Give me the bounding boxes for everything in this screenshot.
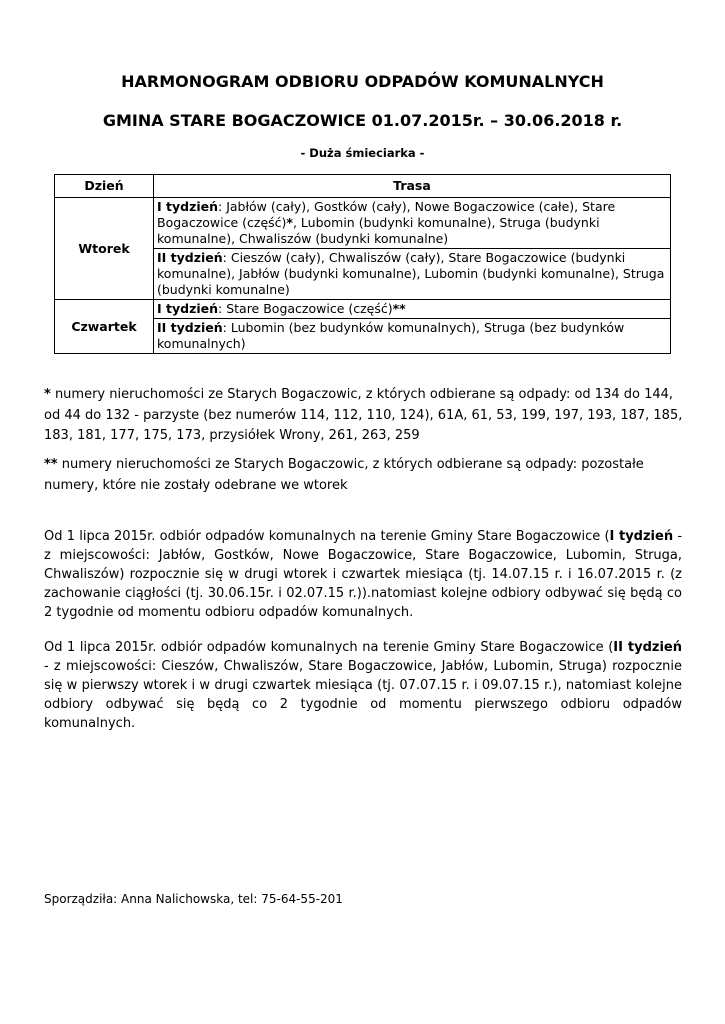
document-title: HARMONOGRAM ODBIORU ODPADÓW KOMUNALNYCH [121,72,604,91]
week-label: I tydzień [609,529,674,544]
footnote-mark: ** [44,457,58,472]
paragraph-text: - z miejscowości: Jabłów, Gostków, Nowe Bogaczowice, Stare Bogaczowice, Lubomin, Struga, Chwaliszów) rozpocznie się w drugi wtorek i czwartek miesiąca (tj. 14.07.15 r. i 16.07.2015 r. (z zachowanie ciągłości (tj. 30.06.15r. i 02.07.15 r.)).natomiast kolejne odbiory odbywać się będą co 2 tygodnie od momentu odbioru odpadów komunalnych. [44,529,683,620]
week-label: II tydzień [613,640,682,655]
table-row [55,198,671,249]
column-header-route: Trasa [154,175,671,198]
route-cell-thursday-week2 [154,319,671,354]
vehicle-type-label: - Duża śmieciarka - [300,146,425,160]
route-text: , Lubomin (budynki komunalne), Struga (budynki komunalne), Chwaliszów (budynki komunalne) [157,215,600,246]
route-text: : Stare Bogaczowice (część) [218,301,393,316]
week-label: I tydzień [157,301,219,316]
document-subtitle-period: GMINA STARE BOGACZOWICE 01.07.2015r. – 30.06.2018 r. [102,111,623,130]
route-text: : Cieszów (cały), Chwaliszów (cały), Stare Bogaczowice (budynki komunalne), Jabłów (budynki komunalne), Lubomin (budynki komunalne), Struga (budynki komunalne) [157,250,665,297]
info-paragraph-week2 [44,638,682,733]
route-cell-thursday-week1 [154,300,671,319]
table-header-row [55,175,671,198]
footnote-single-asterisk [44,385,684,447]
collection-schedule-table [54,174,671,354]
footnote-double-asterisk [44,455,684,496]
week-label: II tydzień [157,320,223,335]
paragraph-text: - z miejscowości: Cieszów, Chwaliszów, Stare Bogaczowice, Jabłów, Lubomin, Struga) rozpocznie się w pierwszy wtorek i w drugi czwartek miesiąca (tj. 07.07.15 r. i 09.07.15 r.), natomiast kolejne odbiory odbywać się będą co 2 tygodnie od momentu pierwszego odbioru odpadów komunalnych. [44,659,682,731]
footnote-text: numery nieruchomości ze Starych Bogaczowic, z których odbierane są odpady: pozostałe numery, które nie zostały odebrane we wtorek [44,457,644,493]
route-cell-tuesday-week2 [154,249,671,300]
paragraph-text: Od 1 lipca 2015r. odbiór odpadów komunalnych na terenie Gminy Stare Bogaczowice ( [44,529,610,544]
column-header-day: Dzień [55,175,154,198]
footnote-mark: ** [392,301,406,316]
info-paragraph-week1 [44,527,682,622]
route-text: : Jabłów (cały), Gostków (cały), Nowe Bogaczowice (całe), Stare Bogaczowice (część) [157,199,616,230]
paragraph-text: Od 1 lipca 2015r. odbiór odpadów komunalnych na terenie Gminy Stare Bogaczowice ( [44,640,614,655]
footnote-mark: * [44,387,51,402]
footnote-mark: * [286,215,293,230]
week-label: II tydzień [157,250,223,265]
prepared-by-footer: Sporządziła: Anna Nalichowska, tel: 75-64-55-201 [44,892,343,906]
route-cell-tuesday-week1 [154,198,671,249]
day-cell-thursday: Czwartek [55,300,154,354]
day-cell-tuesday: Wtorek [55,198,154,300]
table-row [55,300,671,319]
week-label: I tydzień [157,199,219,214]
footnote-text: numery nieruchomości ze Starych Bogaczowic, z których odbierane są odpady: od 134 do 144, od 44 do 132 - parzyste (bez numerów 114, 112, 110, 124), 61A, 61, 53, 199, 197, 193, 187, 185, 183, 181, 177, 175, 173, przysiółek Wrony, 261, 263, 259 [44,387,683,443]
route-text: : Lubomin (bez budynków komunalnych), Struga (bez budynków komunalnych) [157,320,625,351]
